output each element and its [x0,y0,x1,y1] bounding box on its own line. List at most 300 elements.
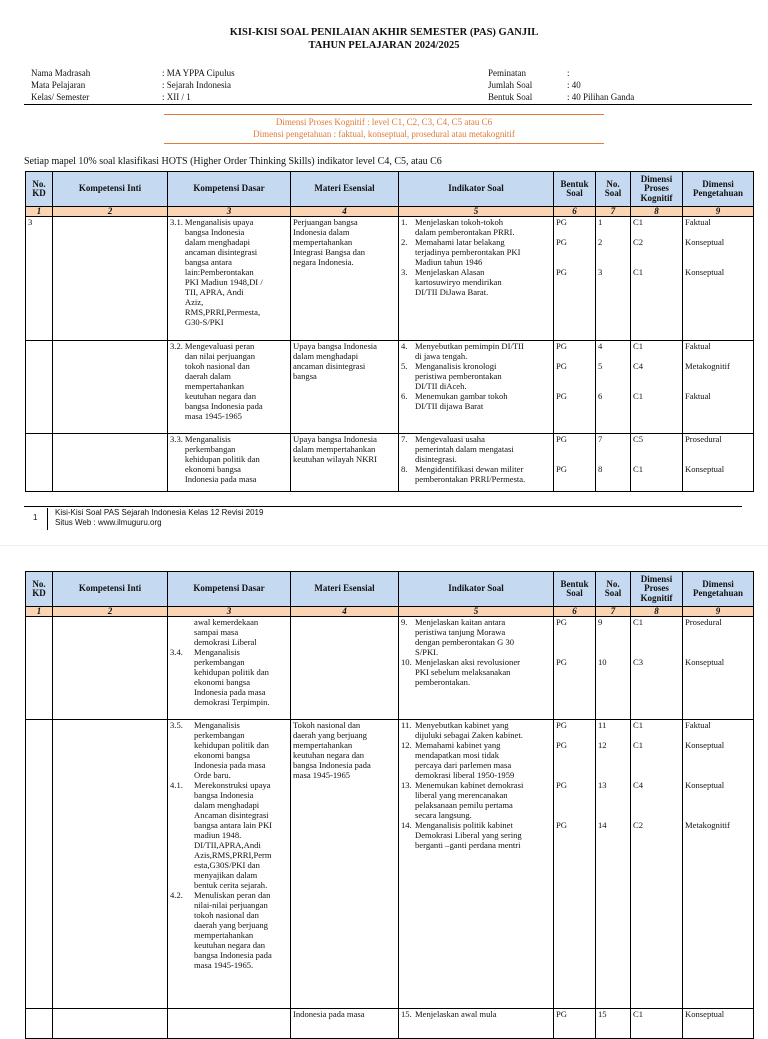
materi-esensial-cell [291,720,399,1009]
header-divider [24,104,752,105]
kd-item [170,780,288,890]
indikator-number: 8. [401,464,408,474]
dimensi-pengetahuan-value: Faktual [685,391,711,401]
table-row [26,434,754,492]
header-dimensi-proses-kognitif: Dimensi Proses Kognitif [631,172,683,207]
no-soal-value: 4 [598,341,603,351]
indikator-line: S/PKI. [415,647,439,657]
indikator-item [401,780,551,820]
indikator-soal-cell [399,217,554,341]
indikator-number: 15. [401,1009,412,1019]
header-bentuk-soal: Bentuk Soal [554,572,596,607]
dimensi-bottom-rule [164,143,604,144]
kd-line: menyajikan dalam [194,870,258,880]
indikator-line: Menjelaskan aksi revolusioner [415,657,521,667]
kd-line: nilai-nilai perjuangan [194,900,268,910]
indikator-line: pemerintah dalam mengatasi [415,444,514,454]
dimensi-pengetahuan-cell [683,617,754,720]
indikator-line: Menjelaskan awal mula [415,1009,497,1019]
kd-line: daerah dalam [184,371,231,381]
column-number: 1 [26,607,53,617]
dimensi-kognitif-value: C1 [633,267,644,277]
dimensi-kognitif-value: C1 [633,740,644,750]
no-soal-cell [596,617,631,720]
indikator-line: Menjelaskan Alasan [415,267,485,277]
indikator-text [415,820,551,850]
dimensi-pengetahuan-value: Metakognitif [685,361,730,371]
kd-text [185,341,288,421]
kisi-kisi-table [25,171,754,492]
table-header-row [26,572,754,607]
indikator-line: mendapatkan mosi tidak [415,750,500,760]
info-row [488,91,634,103]
kd-line: kehidupan politik dan [184,454,260,464]
indikator-number: 9. [401,617,408,627]
column-number: 2 [53,607,168,617]
indikator-text [415,780,551,820]
bentuk-soal-cell [554,617,596,720]
column-number: 9 [683,207,754,217]
header-kompetensi-dasar: Kompetensi Dasar [168,572,291,607]
bentuk-soal-value: PG [556,217,567,227]
kd-line: DI/TII,APRA,Andi [194,840,261,850]
kd-continuation [170,617,288,647]
indikator-text [415,1009,551,1019]
materi-esensial-cell [291,217,399,341]
bentuk-soal-value: PG [556,237,567,247]
column-number: 7 [596,607,631,617]
header-no-kd: No. KD [26,572,53,607]
info-row [31,79,235,91]
kd-text [185,217,288,327]
dimensi-pengetahuan-note: Dimensi pengetahuan : faktual, konseptual, prosedural atau metakognitif [253,129,515,139]
kd-line: Merekonstruksi upaya [194,780,271,790]
materi-line: bangsa Indonesia pada [293,760,371,770]
materi-line: dalam menghadapi [293,351,359,361]
no-soal-value: 3 [598,267,603,277]
bentuk-soal-value: PG [556,657,567,667]
indikator-line: Menjelaskan kaitan antara [415,617,506,627]
indikator-item [401,740,551,780]
indikator-item [401,820,551,850]
indikator-line: dalam pemberontakan PRRI. [415,227,515,237]
materi-line: Perjuangan bangsa [293,217,358,227]
info-label: Jumlah Soal [488,80,533,90]
indikator-line: dijuluki sebagai Zaken kabinet. [415,730,523,740]
column-number: 6 [554,607,596,617]
kd-number: 3.4. [170,647,183,657]
kisi-kisi-table-continued [25,571,754,1039]
bentuk-soal-cell [554,341,596,434]
kd-line: lain:Pemberontakan [184,267,254,277]
indikator-line: Menjelaskan tokoh-tokoh [415,217,504,227]
indikator-item [401,267,551,297]
indikator-line: terjadinya pemberontakan PKI [415,247,521,257]
header-dimensi-pengetahuan: Dimensi Pengetahuan [683,172,754,207]
kd-line: kehidupan politik dan [194,667,269,677]
info-label: Nama Madrasah [31,68,91,78]
kd-line: esta,G30S/PKI dan [194,860,260,870]
dimensi-kognitif-value: C2 [633,237,644,247]
dimensi-pengetahuan-value: Faktual [685,217,711,227]
dimensi-kognitif-value: C4 [633,361,644,371]
kd-line: Menganalisis [184,434,231,444]
indikator-line: peristiwa tanjung Morawa [415,627,506,637]
materi-line: Upaya bangsa Indonesia [293,341,377,351]
kd-line: keutuhan negara dan [194,940,266,950]
indikator-item [401,217,551,237]
kd-line: bangsa Indonesia pada [194,950,272,960]
dimensi-pengetahuan-value: Faktual [685,720,711,730]
dimensi-pengetahuan-value: Konseptual [685,780,725,790]
dimensi-kognitif-value: C1 [633,464,644,474]
kd-line: G30-S/PKI [184,317,224,327]
kd-line: demokrasi Liberal [194,637,257,647]
indikator-text [415,391,551,411]
hots-note: Setiap mapel 10% soal klasifikasi HOTS (Higher Order Thinking Skills) indikator level C4, C5, atau C6 [24,156,442,167]
no-kd-cell [26,617,53,720]
indikator-line: pelaksanaan pemilu pertama [415,800,513,810]
kd-line: madiun 1948. [194,830,242,840]
indikator-text [415,267,551,297]
indikator-text [415,341,551,361]
kd-text [185,434,288,484]
footer-page-number: 1 [33,513,38,522]
kompetensi-inti-cell [53,217,168,341]
kd-line: daerah yang berjuang [194,920,268,930]
table-row [26,617,754,720]
kd-line: Ancaman disintegrasi [194,810,269,820]
dimensi-kognitif-value: C4 [633,780,644,790]
indikator-line: Mengevaluasi usaha [415,434,485,444]
indikator-line: Menemukan gambar tokoh [415,391,508,401]
kd-number: 3.3. [170,434,183,444]
info-left [31,67,235,103]
indikator-item [401,361,551,391]
dimensi-kognitif-value: C1 [633,1009,644,1019]
kompetensi-dasar-cell [168,434,291,492]
kd-line: TII, APRA, Andi [184,287,244,297]
no-soal-cell [596,434,631,492]
no-soal-value: 7 [598,434,603,444]
kd-line: Indonesia pada masa [194,687,266,697]
table-header-row [26,172,754,207]
info-label: Mata Pelajaran [31,80,86,90]
dimensi-kognitif-note: Dimensi Proses Kognitif : level C1, C2, C3, C4, C5 atau C6 [275,117,493,127]
indikator-line: Menganalisis kronologi [415,361,497,371]
dimensi-pengetahuan-cell [683,434,754,492]
kd-line: Menganalisis upaya [184,217,254,227]
indikator-line: Menemukan kabinet demokrasi [415,780,524,790]
kd-number: 3.5. [170,720,183,730]
indikator-item [401,391,551,411]
kompetensi-inti-cell [53,341,168,434]
indikator-soal-cell [399,617,554,720]
bentuk-soal-value: PG [556,1009,567,1019]
no-soal-value: 2 [598,237,603,247]
indikator-number: 1. [401,217,408,227]
indikator-item [401,341,551,361]
indikator-line: di jawa tengah. [415,351,468,361]
dimensi-pengetahuan-value: Konseptual [685,1009,725,1019]
dimensi-kognitif-value: C5 [633,434,644,444]
indikator-number: 12. [401,740,412,750]
document-subtitle: TAHUN PELAJARAN 2024/2025 [308,40,460,51]
indikator-line: Demokrasi Liberal yang sering [415,830,522,840]
materi-line: mempertahankan [293,740,353,750]
table-row [26,217,754,341]
indikator-line: DI/TII dijawa Barat [415,401,484,411]
bentuk-soal-value: PG [556,780,567,790]
indikator-number: 10. [401,657,412,667]
kompetensi-dasar-cell [168,617,291,720]
info-value: : [567,68,570,78]
dimensi-kognitif-cell [631,217,683,341]
kd-line: perkembangan [194,730,245,740]
footer-text [55,508,263,528]
header-materi-esensial: Materi Esensial [291,172,399,207]
dimensi-pengetahuan-value: Faktual [685,341,711,351]
kompetensi-inti-cell [53,720,168,1009]
header-dimensi-pengetahuan: Dimensi Pengetahuan [683,572,754,607]
indikator-soal-cell [399,434,554,492]
dimensi-kognitif-cell [631,341,683,434]
kd-line: ekonomi bangsa [194,677,251,687]
indikator-text [415,217,551,237]
materi-line: Indonesia pada masa [293,1009,365,1019]
materi-line: masa 1945-1965 [293,770,351,780]
materi-esensial-cell [291,434,399,492]
dimensi-top-rule [164,114,604,115]
table-row [26,341,754,434]
no-kd-cell [26,720,53,1009]
kd-line: bangsa antara lain PKI [194,820,273,830]
column-number-row [26,207,754,217]
dimensi-kognitif-value: C1 [633,217,644,227]
table-row [26,720,754,1009]
column-number: 4 [291,207,399,217]
indikator-item [401,237,551,267]
bentuk-soal-value: PG [556,267,567,277]
indikator-line: percaya dari parlemen masa [415,760,512,770]
kd-line: ekonomi bangsa [184,464,241,474]
indikator-text [415,361,551,391]
kd-line: mempertahankan [184,381,245,391]
indikator-line: Memahami latar belakang [415,237,505,247]
kd-number: 4.1. [170,780,183,790]
indikator-text [415,237,551,267]
indikator-item [401,617,551,657]
kd-line: bangsa Indonesia [184,227,245,237]
bentuk-soal-value: PG [556,617,567,627]
indikator-item [401,657,551,687]
indikator-number: 14. [401,820,412,830]
kd-item [170,217,288,327]
kd-line: Indonesia pada masa [194,760,266,770]
info-row [31,67,235,79]
indikator-number: 5. [401,361,408,371]
no-soal-value: 13 [598,780,607,790]
indikator-number: 3. [401,267,408,277]
indikator-item [401,1009,551,1019]
indikator-line: Menganalisis politik kabinet [415,820,513,830]
footer-line-1: Kisi-Kisi Soal PAS Sejarah Indonesia Kelas 12 Revisi 2019 [55,508,264,517]
bentuk-soal-value: PG [556,391,567,401]
bentuk-soal-value: PG [556,434,567,444]
materi-line: mempertahankan [293,237,353,247]
materi-line: ancaman disintegrasi [293,361,366,371]
materi-esensial-cell [291,341,399,434]
indikator-text [415,617,551,657]
column-number: 1 [26,207,53,217]
info-label: Bentuk Soal [488,92,533,102]
kd-line: Aziz, [184,297,204,307]
kd-number: 4.2. [170,890,183,900]
document-title: KISI-KISI SOAL PENILAIAN AKHIR SEMESTER (PAS) GANJIL [229,27,539,38]
dimensi-pengetahuan-value: Metakognitif [685,820,730,830]
column-number: 2 [53,207,168,217]
indikator-line: Madiun tahun 1946 [415,257,483,267]
kd-line: demokrasi Terpimpin. [194,697,270,707]
materi-line: Upaya bangsa Indonesia [293,434,377,444]
header-indikator-soal: Indikator Soal [399,172,554,207]
kd-line: perkembangan [194,657,245,667]
no-soal-value: 6 [598,391,603,401]
bentuk-soal-value: PG [556,720,567,730]
indikator-item [401,720,551,740]
indikator-number: 6. [401,391,408,401]
header-no-soal: No. Soal [596,572,631,607]
kd-text [194,720,288,780]
header-kompetensi-dasar: Kompetensi Dasar [168,172,291,207]
no-soal-value: 10 [598,657,607,667]
indikator-text [415,720,551,740]
dimensi-pengetahuan-value: Konseptual [685,237,725,247]
header-bentuk-soal: Bentuk Soal [554,172,596,207]
indikator-line: pemberontakan PRRI/Permesta. [415,474,526,484]
kd-line: RMS,PRRI,Permesta, [184,307,261,317]
header-kompetensi-inti: Kompetensi Inti [53,572,168,607]
document-page-2 [0,545,768,1025]
materi-line: Indonesia dalam [293,227,350,237]
no-kd-cell [26,434,53,492]
kd-line: Menganalisis [194,720,240,730]
column-number: 5 [399,607,554,617]
indikator-soal-cell [399,720,554,1009]
materi-line: daerah yang berjuang [293,730,367,740]
info-value: : 40 Pilihan Ganda [567,92,635,102]
info-label: Kelas/ Semester [31,92,90,102]
header-kompetensi-inti: Kompetensi Inti [53,172,168,207]
kompetensi-dasar-cell [168,341,291,434]
column-number: 9 [683,607,754,617]
kd-number: 3.2. [170,341,183,351]
column-number: 5 [399,207,554,217]
no-soal-cell [596,217,631,341]
kd-line: masa 1945-1965 [184,411,242,421]
column-number: 6 [554,207,596,217]
indikator-line: Memahami kabinet yang [415,740,501,750]
info-value: : Sejarah Indonesia [162,80,231,90]
indikator-line: pemberontakan. [415,677,471,687]
kd-line: ekonomi bangsa [194,750,251,760]
no-soal-value: 5 [598,361,603,371]
kd-line: awal kemerdekaan [194,617,259,627]
dimensi-pengetahuan-value: Prosedural [685,617,722,627]
info-value: : XII / 1 [162,92,191,102]
footer-line-2: Situs Web : www.ilmuguru.org [55,518,162,527]
bentuk-soal-value: PG [556,820,567,830]
dimensi-kognitif-value: C3 [633,657,644,667]
kd-item [170,720,288,780]
kd-line: dan nilai perjuangan [184,351,256,361]
bentuk-soal-value: PG [556,740,567,750]
dimensi-pengetahuan-cell [683,217,754,341]
dimensi-pengetahuan-value: Konseptual [685,267,725,277]
bentuk-soal-cell [554,720,596,1009]
kompetensi-dasar-cell [168,720,291,1009]
kd-line: tokoh nasional dan [184,361,250,371]
indikator-line: dengan pemberontakan G 30 [415,637,515,647]
dimensi-kognitif-cell [631,434,683,492]
no-soal-value: 12 [598,740,607,750]
kd-text [194,647,288,707]
header-dimensi-proses-kognitif: Dimensi Proses Kognitif [631,572,683,607]
no-soal-cell [596,341,631,434]
indikator-line: kartosuwiryo mendirikan [415,277,502,287]
no-soal-value: 1 [598,217,603,227]
indikator-text [415,464,551,484]
indikator-line: DI/TII DiJawa Barat. [415,287,489,297]
dimensi-kognitif-value: C1 [633,341,644,351]
column-number-row [26,607,754,617]
column-number: 8 [631,207,683,217]
kd-line: dalam menghadapi [194,800,260,810]
materi-line: keutuhan negara dan [293,750,365,760]
info-row [31,91,235,103]
indikator-line: liberal yang merencanakan [415,790,508,800]
kd-item [170,341,288,421]
no-soal-value: 15 [598,1009,607,1019]
column-number: 3 [168,607,291,617]
indikator-line: secara langsung. [415,810,472,820]
indikator-line: disintegrasi. [415,454,457,464]
kd-line: bangsa Indonesia pada [184,401,263,411]
indikator-line: PKI sebelum melaksanakan [415,667,511,677]
dimensi-kognitif-cell [631,617,683,720]
info-row [488,79,634,91]
kd-line: kehidupan politik dan [194,740,269,750]
footer-divider [24,506,742,507]
indikator-number: 13. [401,780,412,790]
kd-item [170,890,288,970]
indikator-line: berganti –ganti perdana mentri [415,840,521,850]
indikator-line: peristiwa pemberontakan [415,371,502,381]
kd-line: Indonesia pada masa [184,474,257,484]
kd-line: tokoh nasional dan [194,910,259,920]
kd-line: Mengevaluasi peran [184,341,255,351]
indikator-soal-cell [399,341,554,434]
dimensi-pengetahuan-value: Prosedural [685,434,722,444]
no-soal-value: 8 [598,464,603,474]
bentuk-soal-value: PG [556,341,567,351]
kd-line: sampai masa [194,627,239,637]
kd-line: masa 1945-1965. [194,960,254,970]
no-soal-value: 14 [598,820,607,830]
indikator-line: Mengidentifikasi dewan militer [415,464,524,474]
column-number: 7 [596,207,631,217]
column-number: 4 [291,607,399,617]
